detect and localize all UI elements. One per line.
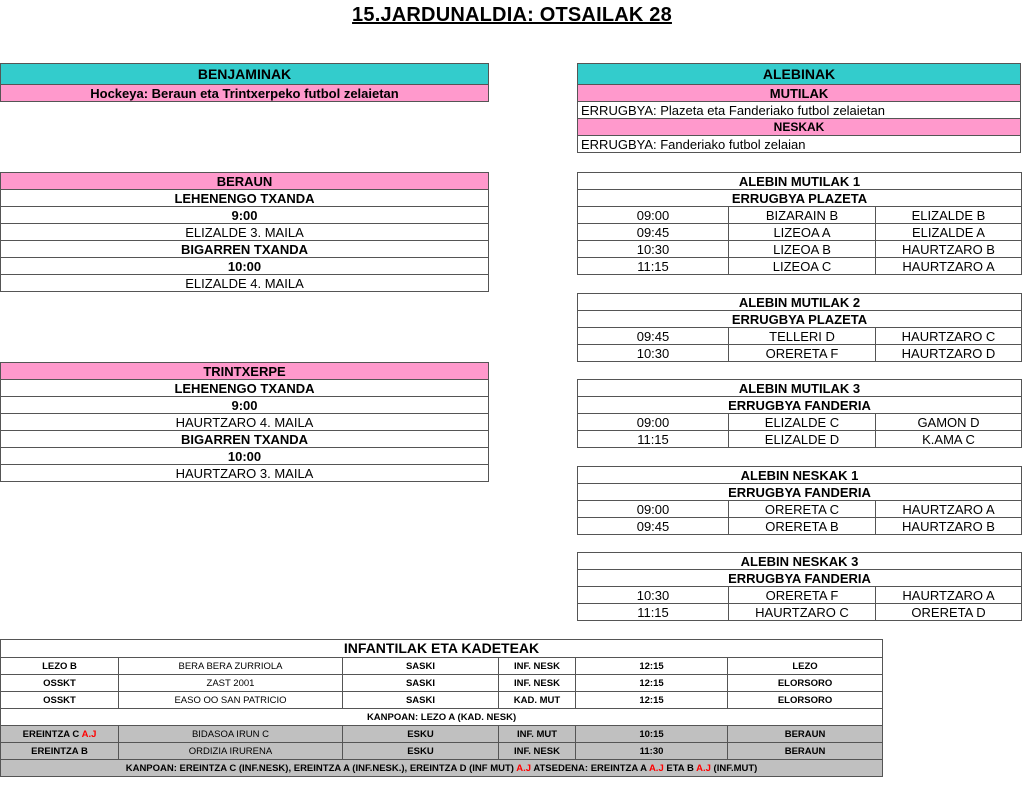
match-home: BIZARAIN B [729, 207, 876, 224]
match-time: 10:30 [578, 345, 729, 362]
match-venue: ERRUGBYA FANDERIA [578, 397, 1022, 414]
beraun-row: ELIZALDE 4. MAILA [1, 275, 489, 292]
trintxerpe-row: HAURTZARO 3. MAILA [1, 465, 489, 482]
kanpoan-note: KANPOAN: LEZO A (KAD. NESK) [1, 709, 883, 726]
match-venue: ERRUGBYA FANDERIA [578, 570, 1022, 587]
beraun-row: 9:00 [1, 207, 489, 224]
match-home: LIZEOA B [729, 241, 876, 258]
beraun-table [0, 172, 489, 292]
match-away: K.AMA C [876, 431, 1022, 448]
match-time: 09:45 [578, 224, 729, 241]
match-home: ELIZALDE D [729, 431, 876, 448]
match-away: ELIZALDE A [876, 224, 1022, 241]
time-cell: 12:15 [576, 675, 728, 692]
place-cell: BERAUN [728, 726, 883, 743]
match-time: 11:15 [578, 431, 729, 448]
category-cell: KAD. MUT [499, 692, 576, 709]
table-row [1, 692, 883, 709]
match-table-neskak-3 [577, 552, 1022, 621]
trintxerpe-row: BIGARREN TXANDA [1, 431, 489, 448]
match-table-mutilak-3 [577, 379, 1022, 448]
category-cell: INF. NESK [499, 658, 576, 675]
alebinak-mutilak-text: ERRUGBYA: Plazeta eta Fanderiako futbol zelaietan [578, 102, 1021, 119]
beraun-row: LEHENENGO TXANDA [1, 190, 489, 207]
alebinak-table [577, 63, 1021, 153]
match-title: ALEBIN MUTILAK 3 [578, 380, 1022, 397]
match-home: LIZEOA A [729, 224, 876, 241]
match-title: ALEBIN MUTILAK 2 [578, 294, 1022, 311]
match-home: LIZEOA C [729, 258, 876, 275]
trintxerpe-row: 9:00 [1, 397, 489, 414]
match-home: ELIZALDE C [729, 414, 876, 431]
match-time: 09:00 [578, 414, 729, 431]
place-cell: ELORSORO [728, 692, 883, 709]
match-away: HAURTZARO C [876, 328, 1022, 345]
match-time: 09:00 [578, 207, 729, 224]
rival-cell: EASO OO SAN PATRICIO [119, 692, 343, 709]
beraun-row: ELIZALDE 3. MAILA [1, 224, 489, 241]
alebinak-header: ALEBINAK [578, 64, 1021, 85]
infantil-table [0, 639, 883, 777]
match-away: HAURTZARO A [876, 501, 1022, 518]
match-away: GAMON D [876, 414, 1022, 431]
match-away: HAURTZARO A [876, 258, 1022, 275]
kanpoan-atsedena-note [1, 760, 883, 777]
match-time: 10:30 [578, 241, 729, 258]
match-time: 11:15 [578, 258, 729, 275]
match-home: ORERETA C [729, 501, 876, 518]
trintxerpe-header: TRINTXERPE [1, 363, 489, 380]
sport-cell: SASKI [343, 692, 499, 709]
match-time: 09:00 [578, 501, 729, 518]
place-cell: ELORSORO [728, 675, 883, 692]
alebinak-neskak-text: ERRUGBYA: Fanderiako futbol zelaian [578, 136, 1021, 153]
match-home: ORERETA F [729, 587, 876, 604]
category-cell: INF. NESK [499, 743, 576, 760]
match-table-mutilak-2 [577, 293, 1022, 362]
match-away: HAURTZARO D [876, 345, 1022, 362]
trintxerpe-row: HAURTZARO 4. MAILA [1, 414, 489, 431]
match-home: ORERETA B [729, 518, 876, 535]
sport-cell: ESKU [343, 743, 499, 760]
match-venue: ERRUGBYA PLAZETA [578, 311, 1022, 328]
alebinak-neskak-label: NESKAK [578, 119, 1021, 136]
category-cell: INF. MUT [499, 726, 576, 743]
table-row [1, 726, 883, 743]
beraun-row: BIGARREN TXANDA [1, 241, 489, 258]
benjaminak-sub: Hockeya: Beraun eta Trintxerpeko futbol zelaietan [1, 85, 489, 102]
match-title: ALEBIN NESKAK 1 [578, 467, 1022, 484]
match-title: ALEBIN MUTILAK 1 [578, 173, 1022, 190]
note-part: ETA B [663, 762, 697, 774]
trintxerpe-row: LEHENENGO TXANDA [1, 380, 489, 397]
match-home: TELLERI D [729, 328, 876, 345]
match-venue: ERRUGBYA FANDERIA [578, 484, 1022, 501]
team-name: EREINTZA C [22, 728, 80, 740]
aj-tag: A.J [516, 762, 532, 774]
trintxerpe-table [0, 362, 489, 482]
place-cell: LEZO [728, 658, 883, 675]
note-part: ATSEDENA: EREINTZA A [531, 762, 649, 774]
page-title: 15.JARDUNALDIA: OTSAILAK 28 [352, 4, 672, 26]
match-venue: ERRUGBYA PLAZETA [578, 190, 1022, 207]
aj-tag: A.J [81, 728, 97, 740]
match-time: 10:30 [578, 587, 729, 604]
beraun-row: 10:00 [1, 258, 489, 275]
alebinak-mutilak-label: MUTILAK [578, 85, 1021, 102]
sport-cell: ESKU [343, 726, 499, 743]
match-away: HAURTZARO B [876, 241, 1022, 258]
match-away: HAURTZARO B [876, 518, 1022, 535]
time-cell: 12:15 [576, 692, 728, 709]
rival-cell: BIDASOA IRUN C [119, 726, 343, 743]
place-cell: BERAUN [728, 743, 883, 760]
match-table-mutilak-1 [577, 172, 1022, 275]
rival-cell: ORDIZIA IRURENA [119, 743, 343, 760]
sport-cell: SASKI [343, 675, 499, 692]
match-time: 09:45 [578, 518, 729, 535]
benjaminak-header: BENJAMINAK [1, 64, 489, 85]
team-cell: EREINTZA B [1, 743, 119, 760]
match-home: ORERETA F [729, 345, 876, 362]
time-cell: 10:15 [576, 726, 728, 743]
beraun-header: BERAUN [1, 173, 489, 190]
match-away: HAURTZARO A [876, 587, 1022, 604]
category-cell: INF. NESK [499, 675, 576, 692]
team-cell: LEZO B [1, 658, 119, 675]
team-cell: OSSKT [1, 692, 119, 709]
table-row [1, 743, 883, 760]
match-title: ALEBIN NESKAK 3 [578, 553, 1022, 570]
match-time: 11:15 [578, 604, 729, 621]
trintxerpe-row: 10:00 [1, 448, 489, 465]
rival-cell: BERA BERA ZURRIOLA [119, 658, 343, 675]
time-cell: 12:15 [576, 658, 728, 675]
match-away: ELIZALDE B [876, 207, 1022, 224]
table-row [1, 675, 883, 692]
infantil-header: INFANTILAK ETA KADETEAK [1, 640, 883, 658]
match-away: ORERETA D [876, 604, 1022, 621]
aj-tag: A.J [648, 762, 664, 774]
aj-tag: A.J [696, 762, 711, 774]
match-home: HAURTZARO C [729, 604, 876, 621]
sport-cell: SASKI [343, 658, 499, 675]
team-cell [1, 726, 119, 743]
time-cell: 11:30 [576, 743, 728, 760]
benjaminak-table [0, 63, 489, 102]
match-table-neskak-1 [577, 466, 1022, 535]
note-part: (INF.MUT) [710, 762, 758, 774]
note-part: KANPOAN: EREINTZA C (INF.NESK), EREINTZA A (INF.NESK.), EREINTZA D (INF MUT) [125, 762, 517, 774]
team-cell: OSSKT [1, 675, 119, 692]
rival-cell: ZAST 2001 [119, 675, 343, 692]
match-time: 09:45 [578, 328, 729, 345]
table-row [1, 658, 883, 675]
